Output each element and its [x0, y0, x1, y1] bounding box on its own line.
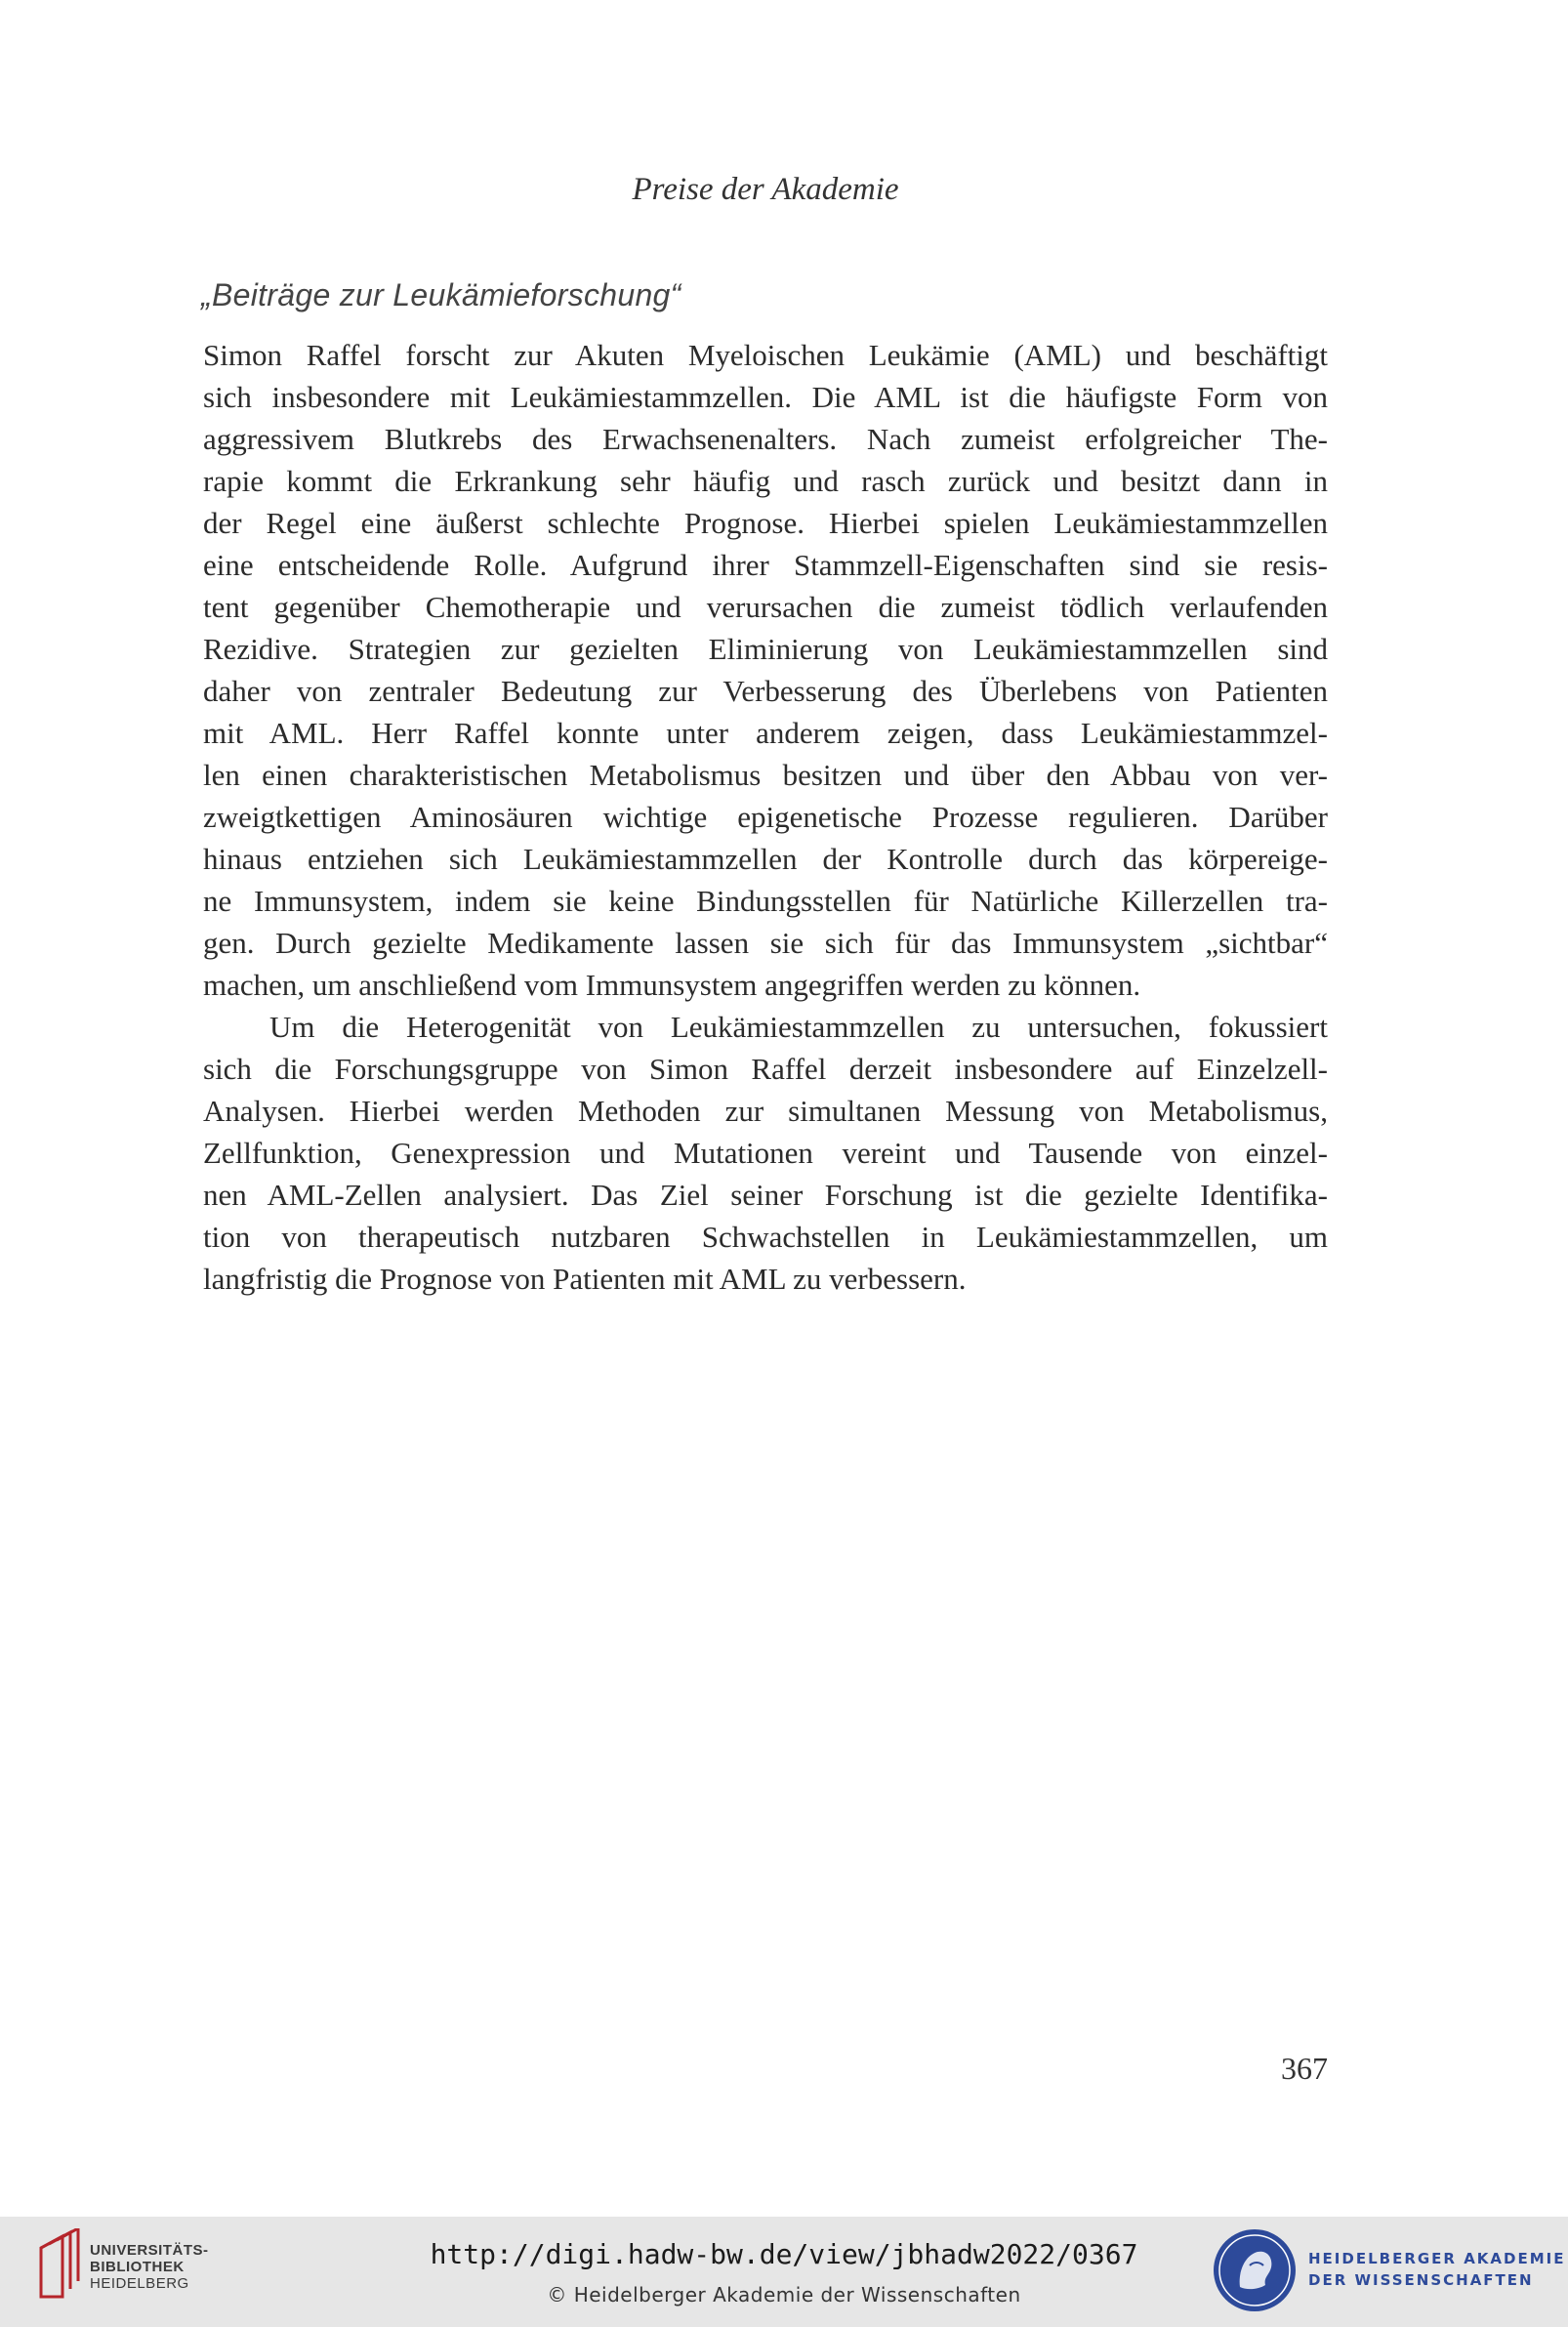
text-line: rapie kommt die Erkrankung sehr häufig und rasch zurück und besitzt dann in [203, 464, 1328, 498]
ub-line-2: BIBLIOTHEK [90, 2259, 185, 2275]
hadw-line-1: HEIDELBERGER AKADEMIE [1308, 2250, 1566, 2267]
text-line: Analysen. Hierbei werden Methoden zur simultanen Messung von Metabolismus, [203, 1094, 1328, 1128]
ub-line-1: UNIVERSITÄTS- [90, 2242, 209, 2259]
section-title: „Beiträge zur Leukämieforschung“ [201, 277, 681, 312]
text-line: langfristig die Prognose von Patienten mit AML zu verbessern. [203, 1262, 967, 1296]
paragraph-1 [203, 334, 1328, 1006]
text-line: nen AML-Zellen analysiert. Das Ziel seiner Forschung ist die gezielte Identifika- [203, 1178, 1328, 1212]
academy-name [1308, 2248, 1566, 2291]
text-line: mit AML. Herr Raffel konnte unter anderem zeigen, dass Leukämiestammzel- [203, 716, 1328, 750]
source-url-link[interactable]: http://digi.hadw-bw.de/view/jbhadw2022/0367 [430, 2238, 1138, 2270]
text-line: Simon Raffel forscht zur Akuten Myeloischen Leukämie (AML) und beschäftigt [203, 338, 1328, 372]
text-line: eine entscheidende Rolle. Aufgrund ihrer Stammzell-Eigenschaften sind sie resis- [203, 548, 1328, 582]
text-line: aggressivem Blutkrebs des Erwachsenenalters. Nach zumeist erfolgreicher The- [203, 422, 1328, 456]
text-line: ne Immunsystem, indem sie keine Bindungsstellen für Natürliche Killerzellen tra- [203, 884, 1328, 918]
academy-seal-icon[interactable] [1211, 2226, 1299, 2314]
text-line: hinaus entziehen sich Leukämiestammzellen der Kontrolle durch das körpereige- [203, 842, 1328, 876]
text-line: sich insbesondere mit Leukämiestammzellen. Die AML ist die häufigste Form von [203, 380, 1328, 414]
ub-line-3: HEIDELBERG [90, 2275, 189, 2292]
hadw-line-2: DER WISSENSCHAFTEN [1308, 2271, 1534, 2289]
text-line: machen, um anschließend vom Immunsystem angegriffen werden zu können. [203, 968, 1141, 1002]
page-number: 367 [1281, 2051, 1328, 2086]
text-line: Rezidive. Strategien zur gezielten Eliminierung von Leukämiestammzellen sind [203, 632, 1328, 666]
copyright-notice: © Heidelberger Akademie der Wissenschaften [547, 2283, 1021, 2306]
text-line: tion von therapeutisch nutzbaren Schwachstellen in Leukämiestammzellen, um [203, 1220, 1328, 1254]
article-body [203, 334, 1328, 1300]
paragraph-2 [203, 1006, 1328, 1300]
text-line: tent gegenüber Chemotherapie und verursachen die zumeist tödlich verlaufenden [203, 590, 1328, 624]
text-line: sich die Forschungsgruppe von Simon Raffel derzeit insbesondere auf Einzelzell- [203, 1052, 1328, 1086]
text-line: Zellfunktion, Genexpression und Mutationen vereint und Tausende von einzel- [203, 1136, 1328, 1170]
text-line: len einen charakteristischen Metabolismus besitzen und über den Abbau von ver- [203, 758, 1328, 792]
text-line: Um die Heterogenität von Leukämiestammzellen zu untersuchen, fokussiert [269, 1010, 1328, 1044]
text-line: gen. Durch gezielte Medikamente lassen sie sich für das Immunsystem „sichtbar“ [203, 926, 1328, 960]
running-head: Preise der Akademie [632, 172, 899, 207]
text-line: zweigtkettigen Aminosäuren wichtige epigenetische Prozesse regulieren. Darüber [203, 800, 1328, 834]
text-line: der Regel eine äußerst schlechte Prognose. Hierbei spielen Leukämiestammzellen [203, 506, 1328, 540]
digitization-footer [0, 2217, 1568, 2327]
text-line: daher von zentraler Bedeutung zur Verbesserung des Überlebens von Patienten [203, 674, 1328, 708]
